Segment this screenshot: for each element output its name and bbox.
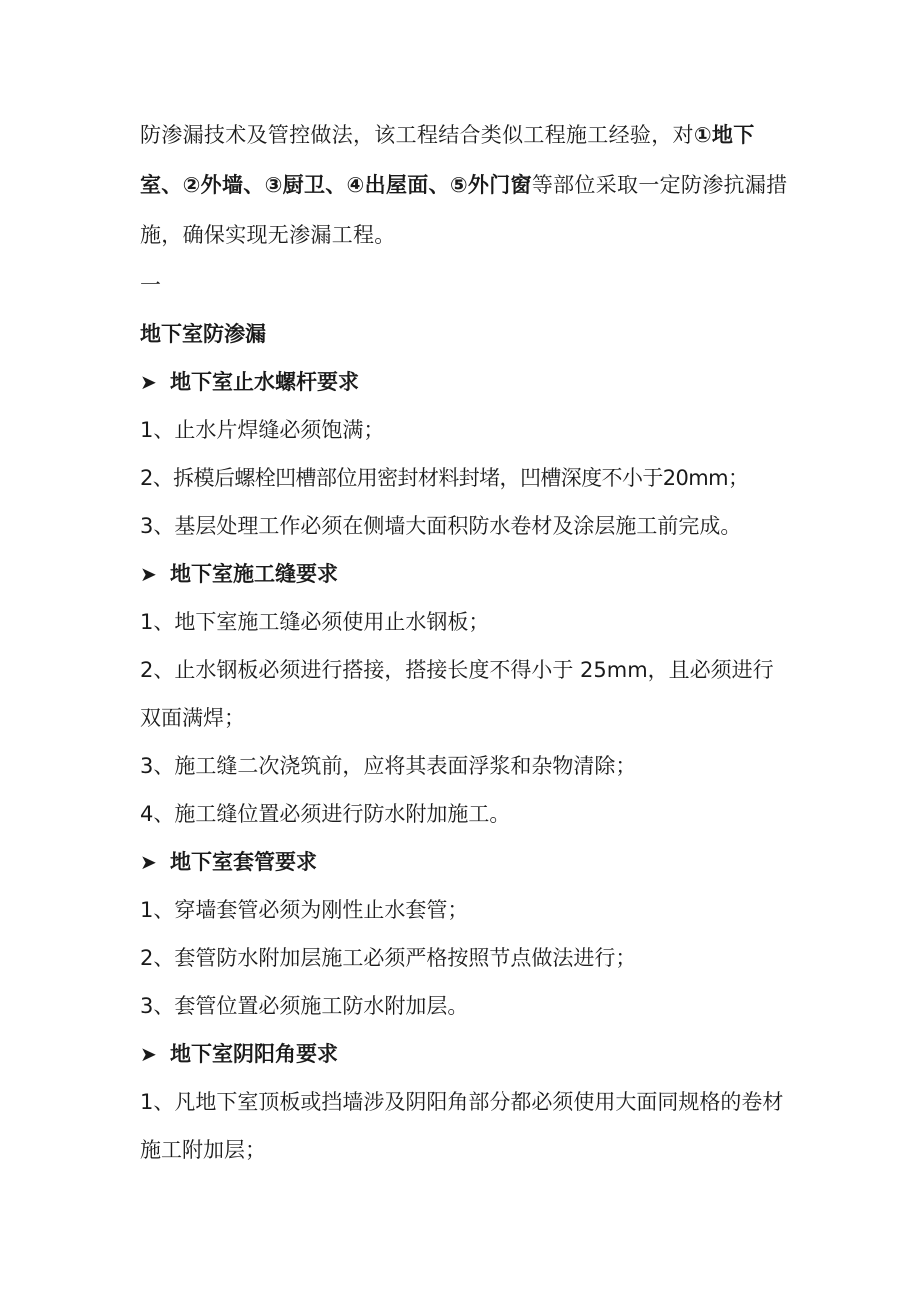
- section-title: 地下室防渗漏: [140, 322, 266, 346]
- list-item: 1、穿墙套管必须为刚性止水套管；: [140, 898, 469, 922]
- arrow-bullet-icon: ➤: [140, 850, 157, 874]
- list-item: 3、施工缝二次浇筑前，应将其表面浮浆和杂物清除；: [140, 754, 637, 778]
- subsection-title: 地下室套管要求: [170, 850, 317, 874]
- subsection-heading: [140, 838, 790, 886]
- document-page: [140, 110, 790, 1174]
- subsection-heading: [140, 1030, 790, 1078]
- list-item: 4、施工缝位置必须进行防水附加施工。: [140, 802, 511, 826]
- list-item: 1、止水片焊缝必须饱满；: [140, 418, 385, 442]
- intro-text-1: 防渗漏技术及管控做法，该工程结合类似工程施工经验，对: [140, 123, 694, 147]
- list-item: 2、套管防水附加层施工必须严格按照节点做法进行；: [140, 946, 637, 970]
- arrow-bullet-icon: ➤: [140, 1042, 157, 1066]
- intro-text-2: 等部位采取一定防渗抗漏措施，确保实现无渗漏工程。: [140, 173, 788, 247]
- list-item: 2、止水钢板必须进行搭接，搭接长度不得小于 25mm，且必须进行双面满焊；: [140, 658, 774, 730]
- intro-paragraph: [140, 110, 790, 260]
- subsection-heading: [140, 550, 790, 598]
- list-item: 3、套管位置必须施工防水附加层。: [140, 994, 469, 1018]
- arrow-bullet-icon: ➤: [140, 562, 157, 586]
- section-number: 一: [140, 273, 161, 297]
- list-item: 1、地下室施工缝必须使用止水钢板；: [140, 610, 490, 634]
- subsection-title: 地下室施工缝要求: [170, 562, 338, 586]
- intro-bold-parts: ①地下室、②外墙、③厨卫、④出屋面、⑤外门窗: [140, 123, 755, 197]
- list-item: 3、基层处理工作必须在侧墙大面积防水卷材及涂层施工前完成。: [140, 514, 742, 538]
- arrow-bullet-icon: ➤: [140, 370, 157, 394]
- subsection-title: 地下室止水螺杆要求: [170, 370, 359, 394]
- subsection-title: 地下室阴阳角要求: [170, 1042, 338, 1066]
- list-item: 1、凡地下室顶板或挡墙涉及阴阳角部分都必须使用大面同规格的卷材施工附加层；: [140, 1090, 784, 1162]
- list-item: 2、拆模后螺栓凹槽部位用密封材料封堵，凹槽深度不小于20mm；: [140, 466, 749, 490]
- subsection-heading: [140, 358, 790, 406]
